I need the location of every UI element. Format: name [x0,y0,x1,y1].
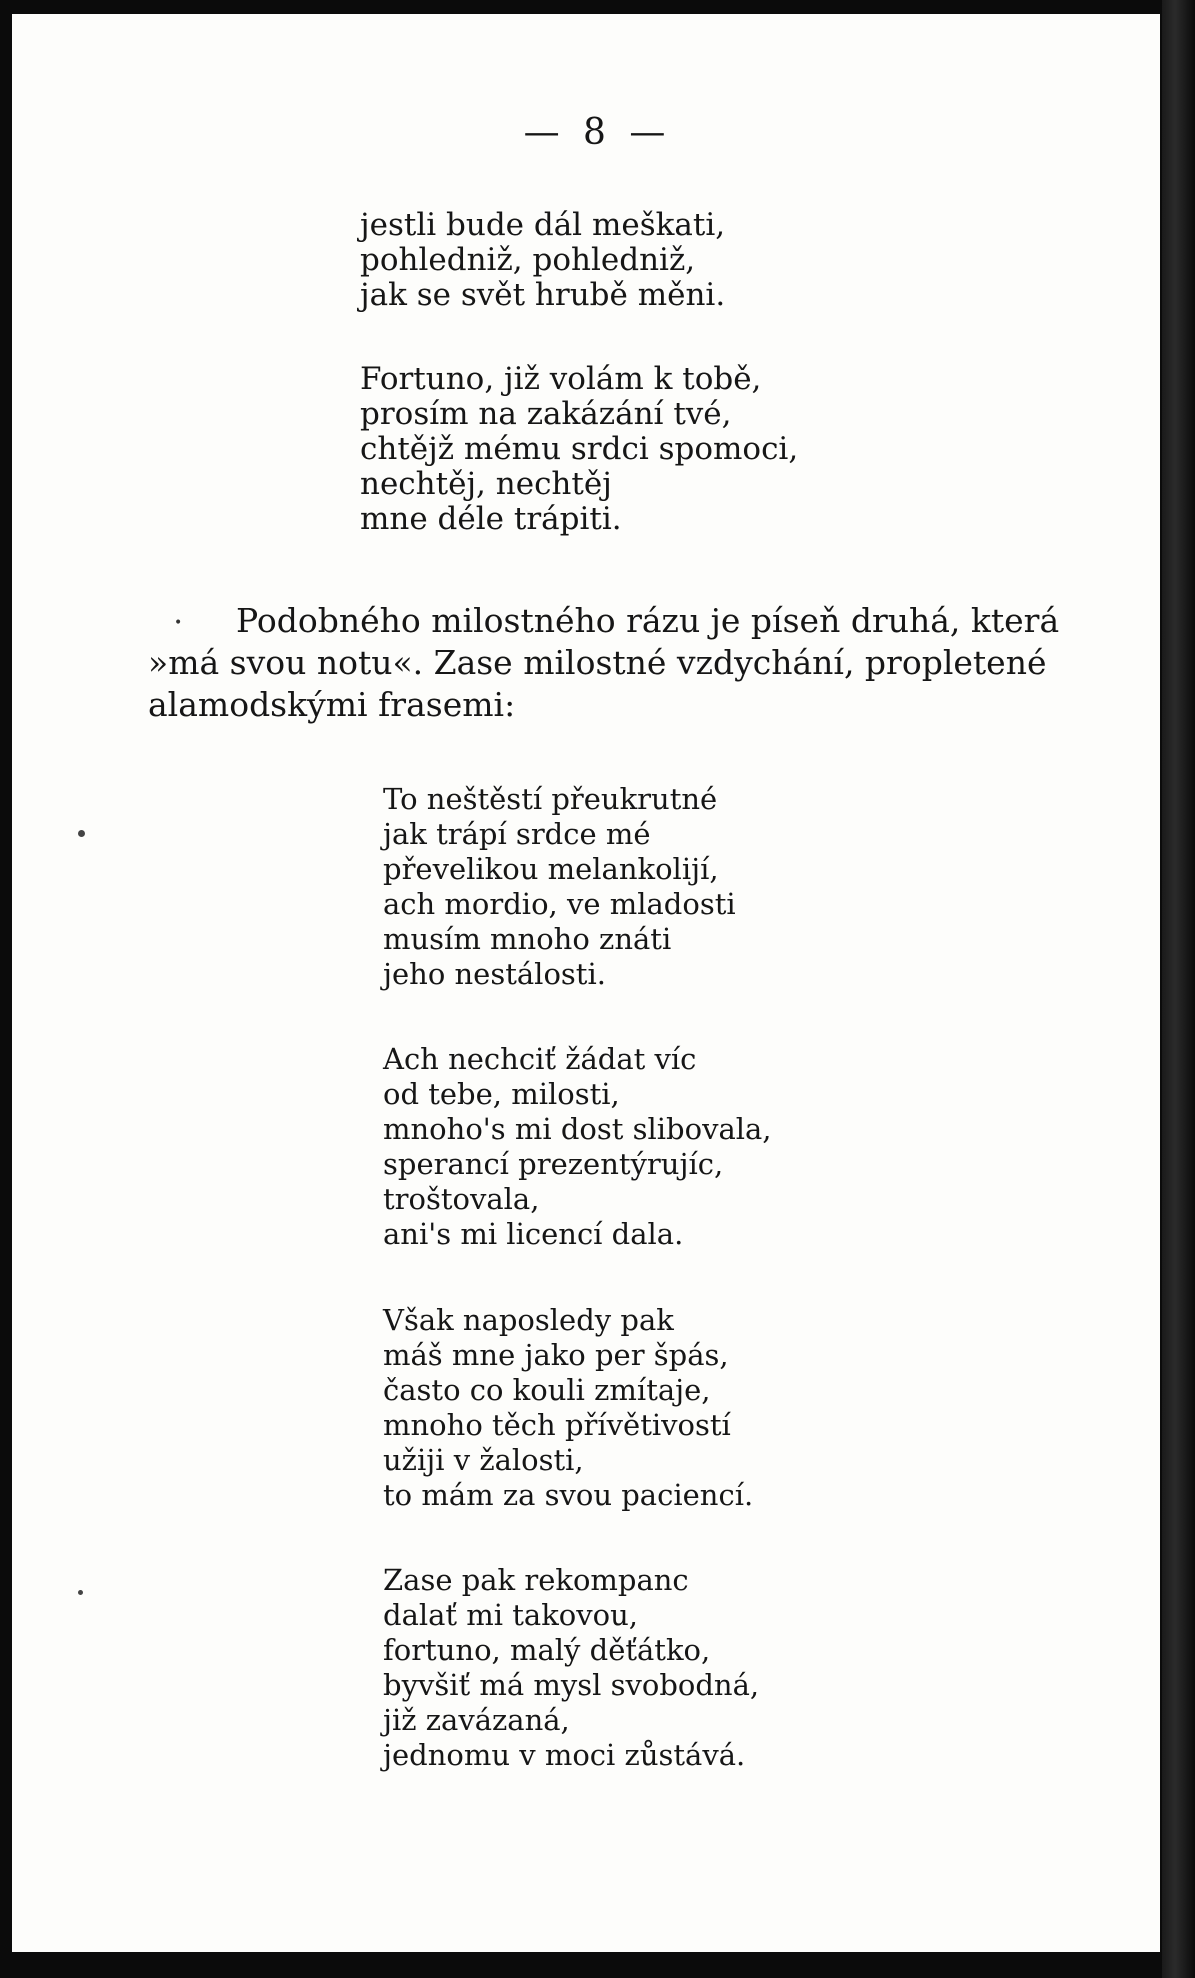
verse-line: Zase pak rekompanc [383,1563,689,1597]
verse-line: To neštěstí přeukrutné [383,782,718,816]
poem-stanza-2 [360,362,798,537]
verse-line: Fortuno, již volám k tobě, [360,361,762,397]
verse-line: prosím na zakázání tvé, [360,396,732,432]
verse-line: fortuno, malý děťátko, [383,1633,711,1667]
verse-line: Však naposledy pak [383,1303,674,1337]
verse-line: Ach nechciť žádat víc [383,1042,697,1076]
paper-speck [78,830,85,837]
verse-line: troštovala, [383,1182,540,1216]
prose-paragraph [148,600,1098,726]
verse-line: mnoho's mi dost slibovala, [383,1112,772,1146]
page-number: — 8 — [523,112,672,153]
verse-line: mnoho těch přívětivostí [383,1408,731,1442]
verse-line: převelikou melankolijí, [383,852,719,886]
verse-line: nechtěj, nechtěj [360,466,612,502]
verse-line: ani's mi licencí dala. [383,1217,684,1251]
poem-stanza-5 [383,1303,753,1513]
prose-line: alamodskými frasemi: [148,685,516,724]
verse-line: ach mordio, ve mladosti [383,887,736,921]
paragraph-mark: • [174,615,183,631]
verse-line: sperancí prezentýrujíc, [383,1147,724,1181]
verse-line: jak trápí srdce mé [383,817,651,851]
verse-line: máš mne jako per špás, [383,1338,729,1372]
poem-stanza-4 [383,1042,772,1252]
verse-line: to mám za svou paciencí. [383,1478,754,1512]
prose-line: Podobného milostného rázu je píseň druhá, která [236,601,1060,640]
verse-line: jak se svět hrubě měni. [360,277,726,313]
verse-line: pohledniž, pohledniž, [360,242,696,278]
verse-line: dalať mi takovou, [383,1598,638,1632]
poem-stanza-1 [360,208,725,313]
paper-speck [78,1590,83,1595]
verse-line: jeho nestálosti. [383,957,606,991]
verse-line: od tebe, milosti, [383,1077,620,1111]
prose-line: »má svou notu«. Zase milostné vzdychání, propletené [148,643,1047,682]
page-edge-shadow [1162,0,1195,1978]
verse-line: chtějž mému srdci spomoci, [360,431,799,467]
verse-line: jednomu v moci zůstává. [383,1738,746,1772]
verse-line: byvšiť má mysl svobodná, [383,1668,760,1702]
verse-line: mne déle trápiti. [360,501,622,537]
verse-line: již zavázaná, [383,1703,570,1737]
verse-line: jestli bude dál meškati, [360,207,726,243]
verse-line: často co kouli zmítaje, [383,1373,711,1407]
poem-stanza-6 [383,1563,759,1773]
verse-line: užiji v žalosti, [383,1443,584,1477]
poem-stanza-3 [383,782,736,992]
verse-line: musím mnoho znáti [383,922,672,956]
